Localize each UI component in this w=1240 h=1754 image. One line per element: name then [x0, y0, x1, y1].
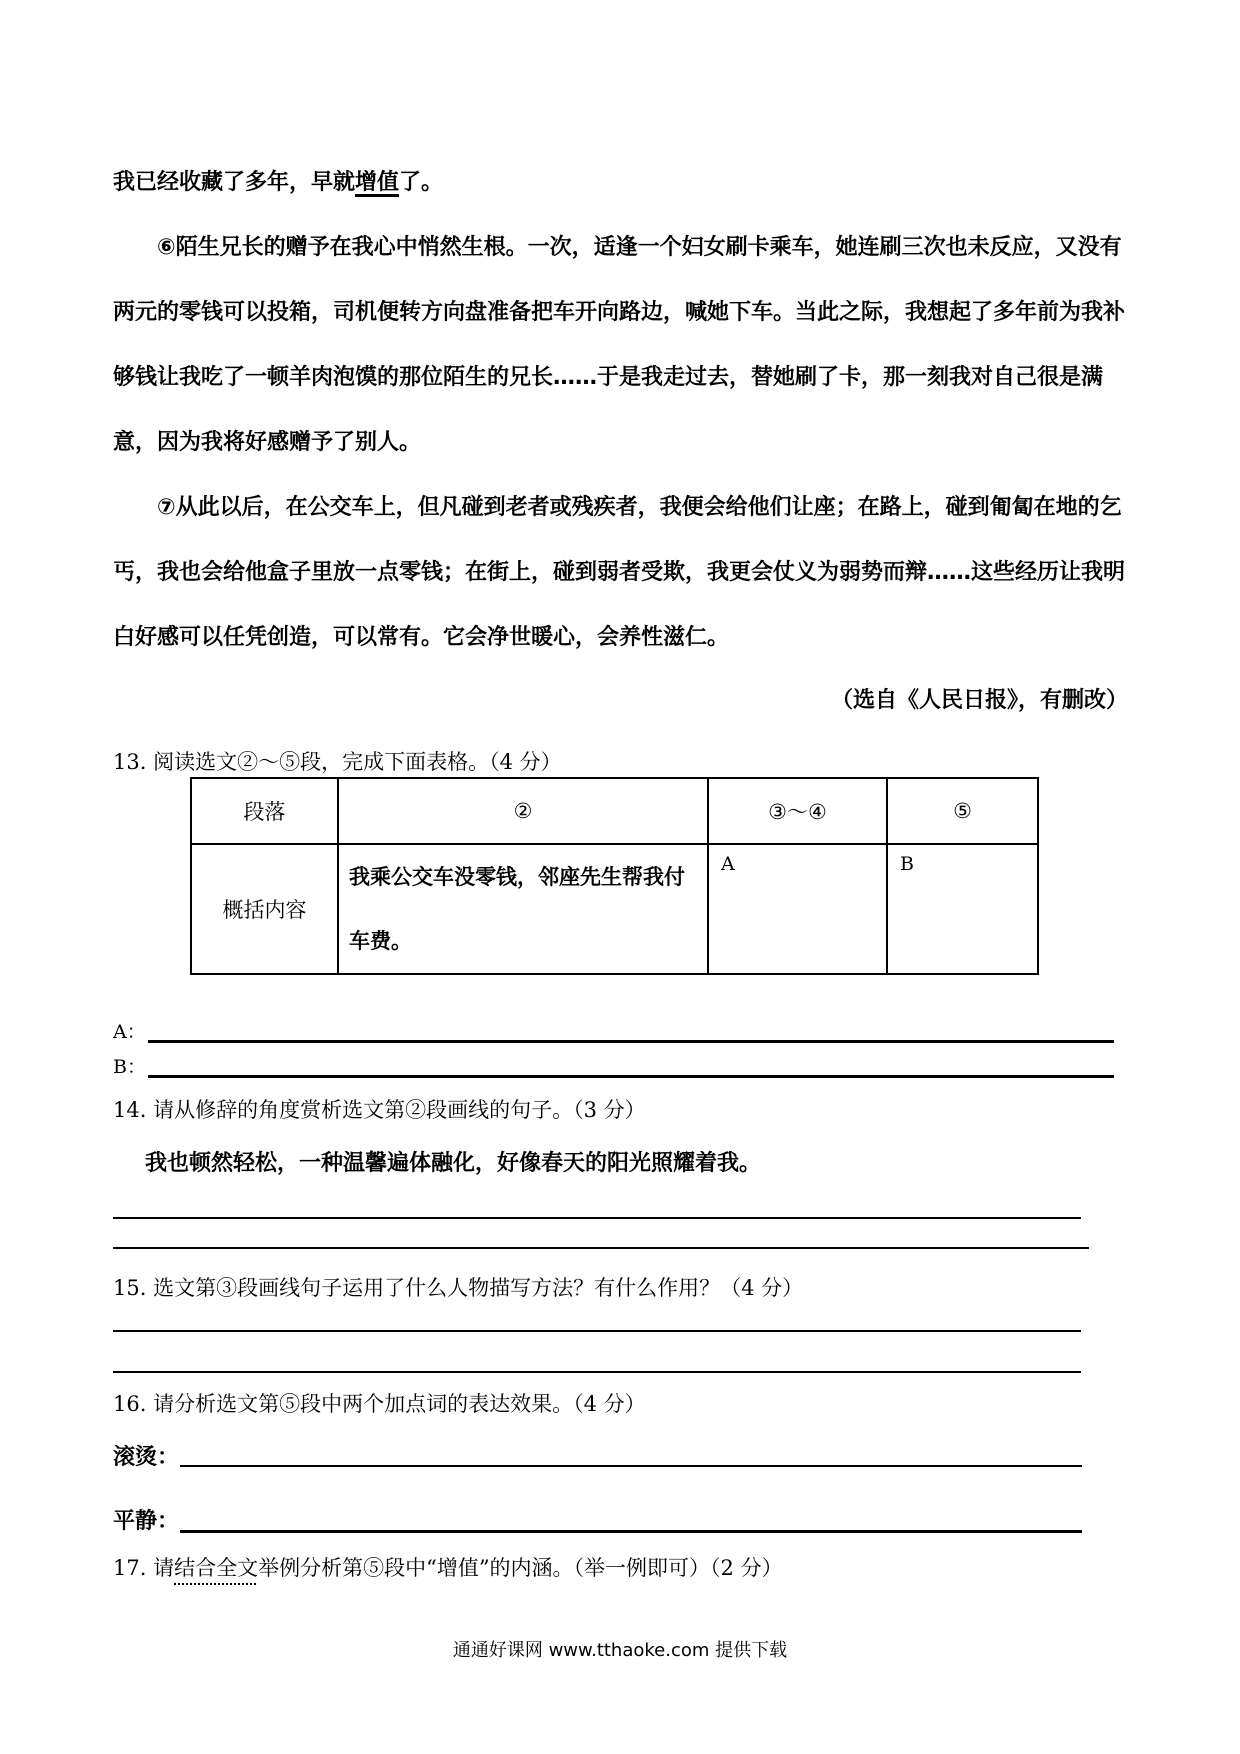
answer-a-label: A：	[113, 1021, 146, 1043]
table-header-row	[191, 778, 1038, 844]
question-14-prompt: 14. 请从修辞的角度赏析选文第②段画线的句子。（3 分）	[113, 1098, 646, 1122]
table-cell-summary: 我乘公交车没零钱，邻座先生帮我付车费。	[338, 844, 708, 974]
answer-line[interactable]	[113, 1330, 1081, 1332]
table-header-cell: ③～④	[708, 778, 887, 844]
dotted-emphasis: 结合全文	[174, 1556, 259, 1580]
table-header-cell: 段落	[191, 778, 338, 844]
prompt-text: 举例分析第⑤段中“增值”的内涵。（举一例即可）（2 分）	[258, 1556, 783, 1580]
passage-text-end: 了。	[399, 170, 444, 195]
table-row-label: 概括内容	[191, 844, 338, 974]
answer-b-line[interactable]	[148, 1075, 1114, 1078]
answer-line[interactable]	[113, 1217, 1081, 1219]
answer-b-label: B：	[113, 1056, 146, 1078]
word2-answer-line[interactable]	[180, 1530, 1082, 1533]
table-cell-b[interactable]: B	[887, 844, 1038, 974]
question-13-prompt: 13. 阅读选文②～⑤段，完成下面表格。（4 分）	[113, 750, 562, 774]
prompt-text: 17. 请	[113, 1556, 175, 1580]
word2-label: 平静：	[113, 1509, 180, 1534]
page-footer: 通通好课网 www.tthaoke.com 提供下载	[452, 1640, 788, 1661]
source-citation: （选自《人民日报》，有删改）	[830, 688, 1128, 713]
paragraph-6: ⑥陌生兄长的赠予在我心中悄然生根。一次，适逢一个妇女刷卡乘车，她连刷三次也未反应，又没有两元的零钱可以投箱，司机便转方向盘准备把车开向路边，喊她下车。当此之际，我想起了多年前为我补够钱让我吃了一顿羊肉泡馍的那位陌生的兄长……于是我走过去，替她刷了卡，那一刻我对自己很是满意，因为我将好感赠予了别人。	[113, 235, 1126, 455]
answer-line[interactable]	[113, 1371, 1081, 1373]
underlined-word: 增值	[355, 170, 400, 195]
answer-line[interactable]	[113, 1247, 1089, 1249]
question-16-prompt: 16. 请分析选文第⑤段中两个加点词的表达效果。（4 分）	[113, 1392, 646, 1416]
table-cell-a[interactable]: A	[708, 844, 887, 974]
passage-line-top	[113, 150, 1133, 215]
answer-a-line[interactable]	[148, 1040, 1114, 1043]
question-15-prompt: 15. 选文第③段画线句子运用了什么人物描写方法？有什么作用？（4 分）	[113, 1276, 804, 1300]
passage-text: 我已经收藏了多年，早就	[113, 170, 356, 195]
word1-label: 滚烫：	[113, 1445, 180, 1470]
table-row	[191, 844, 1038, 974]
question-14-sentence: 我也顿然轻松，一种温馨遍体融化，好像春天的阳光照耀着我。	[145, 1151, 762, 1176]
table-header-cell: ⑤	[887, 778, 1038, 844]
word1-answer-line[interactable]	[180, 1465, 1082, 1467]
table-header-cell: ②	[338, 778, 708, 844]
summary-table	[190, 777, 1039, 975]
question-17-prompt	[113, 1552, 783, 1582]
paragraph-7: ⑦从此以后，在公交车上，但凡碰到老者或残疾者，我便会给他们让座；在路上，碰到匍匐在地的乞丐，我也会给他盒子里放一点零钱；在街上，碰到弱者受欺，我更会仗义为弱势而辩……这些经历让我明白好感可以任凭创造，可以常有。它会净世暖心，会养性滋仁。	[113, 495, 1126, 650]
